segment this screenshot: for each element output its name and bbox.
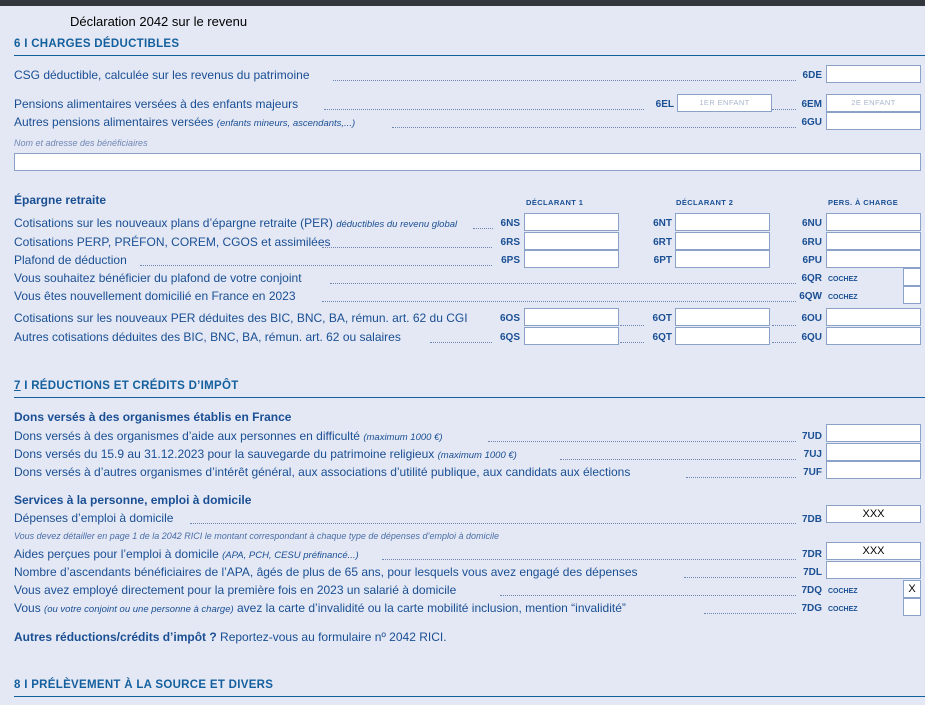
- leader-dots: [322, 247, 492, 248]
- per-6nt-field[interactable]: [675, 213, 770, 231]
- pension-second-child-field[interactable]: 2E ENFANT: [826, 94, 921, 112]
- csg-label: CSG déductible, calculée sur les revenus du patrimoine: [14, 68, 310, 82]
- code-7dg: 7DG: [801, 603, 822, 614]
- leader-dots: [324, 109, 644, 110]
- aides-note: (APA, PCH, CESU préfinancé...): [222, 550, 359, 561]
- code-6pt: 6PT: [653, 255, 672, 266]
- section-7-number: 7: [14, 380, 21, 392]
- code-7uj: 7UJ: [803, 449, 822, 460]
- per-label: Cotisations sur les nouveaux plans d’épargne retraite (PER): [14, 216, 333, 230]
- per-bic-label: Cotisations sur les nouveaux PER déduites des BIC, BNC, BA, rémun. art. 62 du CGI: [14, 311, 468, 325]
- invalidite-row: [14, 601, 626, 615]
- code-6ru: 6RU: [801, 237, 822, 248]
- beneficiaires-label: Nom et adresse des bénéficiaires: [14, 138, 148, 148]
- code-6pu: 6PU: [802, 255, 822, 266]
- perp-6rs-field[interactable]: [524, 232, 619, 250]
- autres-reductions-line: [14, 630, 447, 644]
- plafond-conjoint-label: Vous souhaitez bénéficier du plafond de votre conjoint: [14, 271, 302, 285]
- plafond-6pu-field[interactable]: [826, 250, 921, 268]
- leader-dots: [333, 80, 796, 81]
- per-bic-6os-field[interactable]: [524, 308, 619, 326]
- code-7dr: 7DR: [801, 549, 822, 560]
- section-6-number: 6: [14, 38, 21, 50]
- invalidite-checkbox[interactable]: [903, 598, 921, 616]
- depenses-note: Vous devez détailler en page 1 de la 2042 RICI le montant correspondant à chaque type de dépenses d’emploi à domicile: [14, 531, 499, 541]
- cochez-label: COCHEZ: [828, 276, 858, 283]
- per-bic-6ou-field[interactable]: [826, 308, 921, 326]
- invalidite-note: (ou votre conjoint ou une personne à charge): [44, 604, 234, 615]
- plafond-6ps-field[interactable]: [524, 250, 619, 268]
- leader-dots: [500, 595, 796, 596]
- leader-dots: [620, 325, 644, 326]
- code-6el: 6EL: [655, 99, 674, 110]
- plafond-conjoint-checkbox[interactable]: [903, 268, 921, 286]
- don-interet-general-label: Dons versés à d’autres organismes d’intérêt général, aux associations d’utilité publique, aux candidats aux élections: [14, 465, 631, 479]
- plafond-label: Plafond de déduction: [14, 253, 127, 267]
- epargne-title: Épargne retraite: [14, 193, 107, 207]
- domicilie-label: Vous êtes nouvellement domicilié en France en 2023: [14, 289, 296, 303]
- autres-pensions-text: Autres pensions alimentaires versées: [14, 115, 214, 129]
- code-7db: 7DB: [801, 514, 822, 525]
- leader-dots: [430, 342, 492, 343]
- code-7ud: 7UD: [801, 431, 822, 442]
- per-6nu-field[interactable]: [826, 213, 921, 231]
- autres-cot-6qs-field[interactable]: [524, 327, 619, 345]
- leader-dots: [684, 577, 796, 578]
- epargne-row-label: [14, 216, 457, 230]
- code-6gu: 6GU: [801, 117, 822, 128]
- code-6qt: 6QT: [652, 332, 672, 343]
- csg-6de-field[interactable]: [826, 65, 921, 83]
- code-6nt: 6NT: [653, 218, 672, 229]
- autres-cotisations-label: Autres cotisations déduites des BIC, BNC, BA, rémun. art. 62 ou salaires: [14, 330, 401, 344]
- leader-dots: [322, 301, 796, 302]
- beneficiaires-field[interactable]: [14, 153, 921, 171]
- autres-cot-6qu-field[interactable]: [826, 327, 921, 345]
- section-6-title: I CHARGES DÉDUCTIBLES: [24, 38, 180, 50]
- leader-dots: [704, 613, 796, 614]
- window-top-bar: [0, 0, 925, 6]
- don-row: [14, 429, 443, 443]
- col-declarant-2: DÉCLARANT 2: [676, 198, 734, 207]
- don-row: [14, 447, 517, 461]
- code-6ot: 6OT: [652, 313, 672, 324]
- code-6em: 6EM: [801, 99, 822, 110]
- don-7uj-field[interactable]: [826, 443, 921, 461]
- aides-label: Aides perçues pour l’emploi à domicile: [14, 547, 219, 561]
- section-8-number: 8: [14, 679, 21, 691]
- leader-dots: [488, 441, 796, 442]
- leader-dots: [382, 559, 796, 560]
- ascendants-7dl-field[interactable]: [826, 561, 921, 579]
- code-6ou: 6OU: [801, 313, 822, 324]
- section-6-header: [14, 38, 925, 56]
- code-6qu: 6QU: [801, 332, 822, 343]
- invalidite-label-start: Vous: [14, 601, 41, 615]
- aides-row: [14, 547, 359, 561]
- code-6ns: 6NS: [500, 218, 520, 229]
- dons-title: Dons versés à des organismes établis en France: [14, 410, 292, 424]
- perp-label: Cotisations PERP, PRÉFON, COREM, CGOS et assimilées: [14, 235, 331, 249]
- per-note: déductibles du revenu global: [336, 219, 458, 230]
- leader-dots: [620, 342, 644, 343]
- autres-pensions-note: (enfants mineurs, ascendants,...): [216, 118, 356, 129]
- don-religieux-note: (maximum 1000 €): [437, 450, 517, 461]
- leader-dots: [772, 325, 796, 326]
- depenses-label: Dépenses d’emploi à domicile: [14, 511, 174, 525]
- services-title: Services à la personne, emploi à domicile: [14, 493, 252, 507]
- depenses-7db-field[interactable]: XXX: [826, 505, 921, 523]
- code-6de: 6DE: [802, 70, 822, 81]
- per-6ns-field[interactable]: [524, 213, 619, 231]
- code-7uf: 7UF: [803, 467, 822, 478]
- perp-6rt-field[interactable]: [675, 232, 770, 250]
- col-pers-charge: PERS. À CHARGE: [828, 198, 899, 207]
- premiere-fois-label: Vous avez employé directement pour la première fois en 2023 un salarié à domicile: [14, 583, 457, 597]
- don-religieux-label: Dons versés du 15.9 au 31.12.2023 pour la sauvegarde du patrimoine religieux: [14, 447, 435, 461]
- pensions-majeurs-label: Pensions alimentaires versées à des enfants majeurs: [14, 97, 299, 111]
- autres-reductions-bold: Autres réductions/crédits d’impôt ?: [14, 630, 217, 644]
- cochez-label: COCHEZ: [828, 588, 858, 595]
- invalidite-label-end: avez la carte d’invalidité ou la carte mobilité inclusion, mention “invalidité”: [237, 601, 626, 615]
- leader-dots: [330, 283, 796, 284]
- autres-reductions-text: Reportez-vous au formulaire nº 2042 RICI.: [220, 630, 447, 644]
- leader-dots: [560, 459, 796, 460]
- autres-cot-6qt-field[interactable]: [675, 327, 770, 345]
- don-7uf-field[interactable]: [826, 461, 921, 479]
- don-difficulte-note: (maximum 1000 €): [363, 432, 443, 443]
- domicilie-checkbox[interactable]: [903, 286, 921, 304]
- section-8-header: [14, 679, 925, 697]
- code-7dl: 7DL: [803, 567, 822, 578]
- section-7-title: I RÉDUCTIONS ET CRÉDITS D’IMPÔT: [24, 380, 239, 392]
- leader-dots: [190, 523, 796, 524]
- don-7ud-field[interactable]: [826, 424, 921, 442]
- autres-pensions-label: [14, 115, 355, 129]
- cochez-label: COCHEZ: [828, 606, 858, 613]
- leader-dots: [392, 127, 796, 128]
- aides-7dr-field[interactable]: XXX: [826, 542, 921, 560]
- code-6qs: 6QS: [499, 332, 520, 343]
- cochez-label: COCHEZ: [828, 294, 858, 301]
- code-6nu: 6NU: [801, 218, 822, 229]
- leader-dots: [140, 265, 492, 266]
- code-6ps: 6PS: [501, 255, 520, 266]
- pension-first-child-field[interactable]: 1ER ENFANT: [677, 94, 772, 112]
- leader-dots: [686, 477, 796, 478]
- ascendants-label: Nombre d’ascendants bénéficiaires de l’APA, âgés de plus de 65 ans, pour lesquels vous avez engagé des dépenses: [14, 565, 638, 579]
- premiere-fois-checkbox[interactable]: X: [903, 580, 921, 598]
- code-6rt: 6RT: [653, 237, 672, 248]
- autres-pensions-6gu-field[interactable]: [826, 112, 921, 130]
- code-6qw: 6QW: [799, 291, 822, 302]
- code-6rs: 6RS: [500, 237, 520, 248]
- perp-6ru-field[interactable]: [826, 232, 921, 250]
- code-6qr: 6QR: [801, 273, 822, 284]
- don-difficulte-label: Dons versés à des organismes d’aide aux personnes en difficulté: [14, 429, 360, 443]
- plafond-6pt-field[interactable]: [675, 250, 770, 268]
- code-7dq: 7DQ: [801, 585, 822, 596]
- section-8-title: I PRÉLÈVEMENT À LA SOURCE ET DIVERS: [24, 679, 274, 691]
- section-7-header: [14, 380, 925, 398]
- col-declarant-1: DÉCLARANT 1: [526, 198, 584, 207]
- per-bic-6ot-field[interactable]: [675, 308, 770, 326]
- document-title: Déclaration 2042 sur le revenu: [70, 14, 248, 29]
- code-6os: 6OS: [499, 313, 520, 324]
